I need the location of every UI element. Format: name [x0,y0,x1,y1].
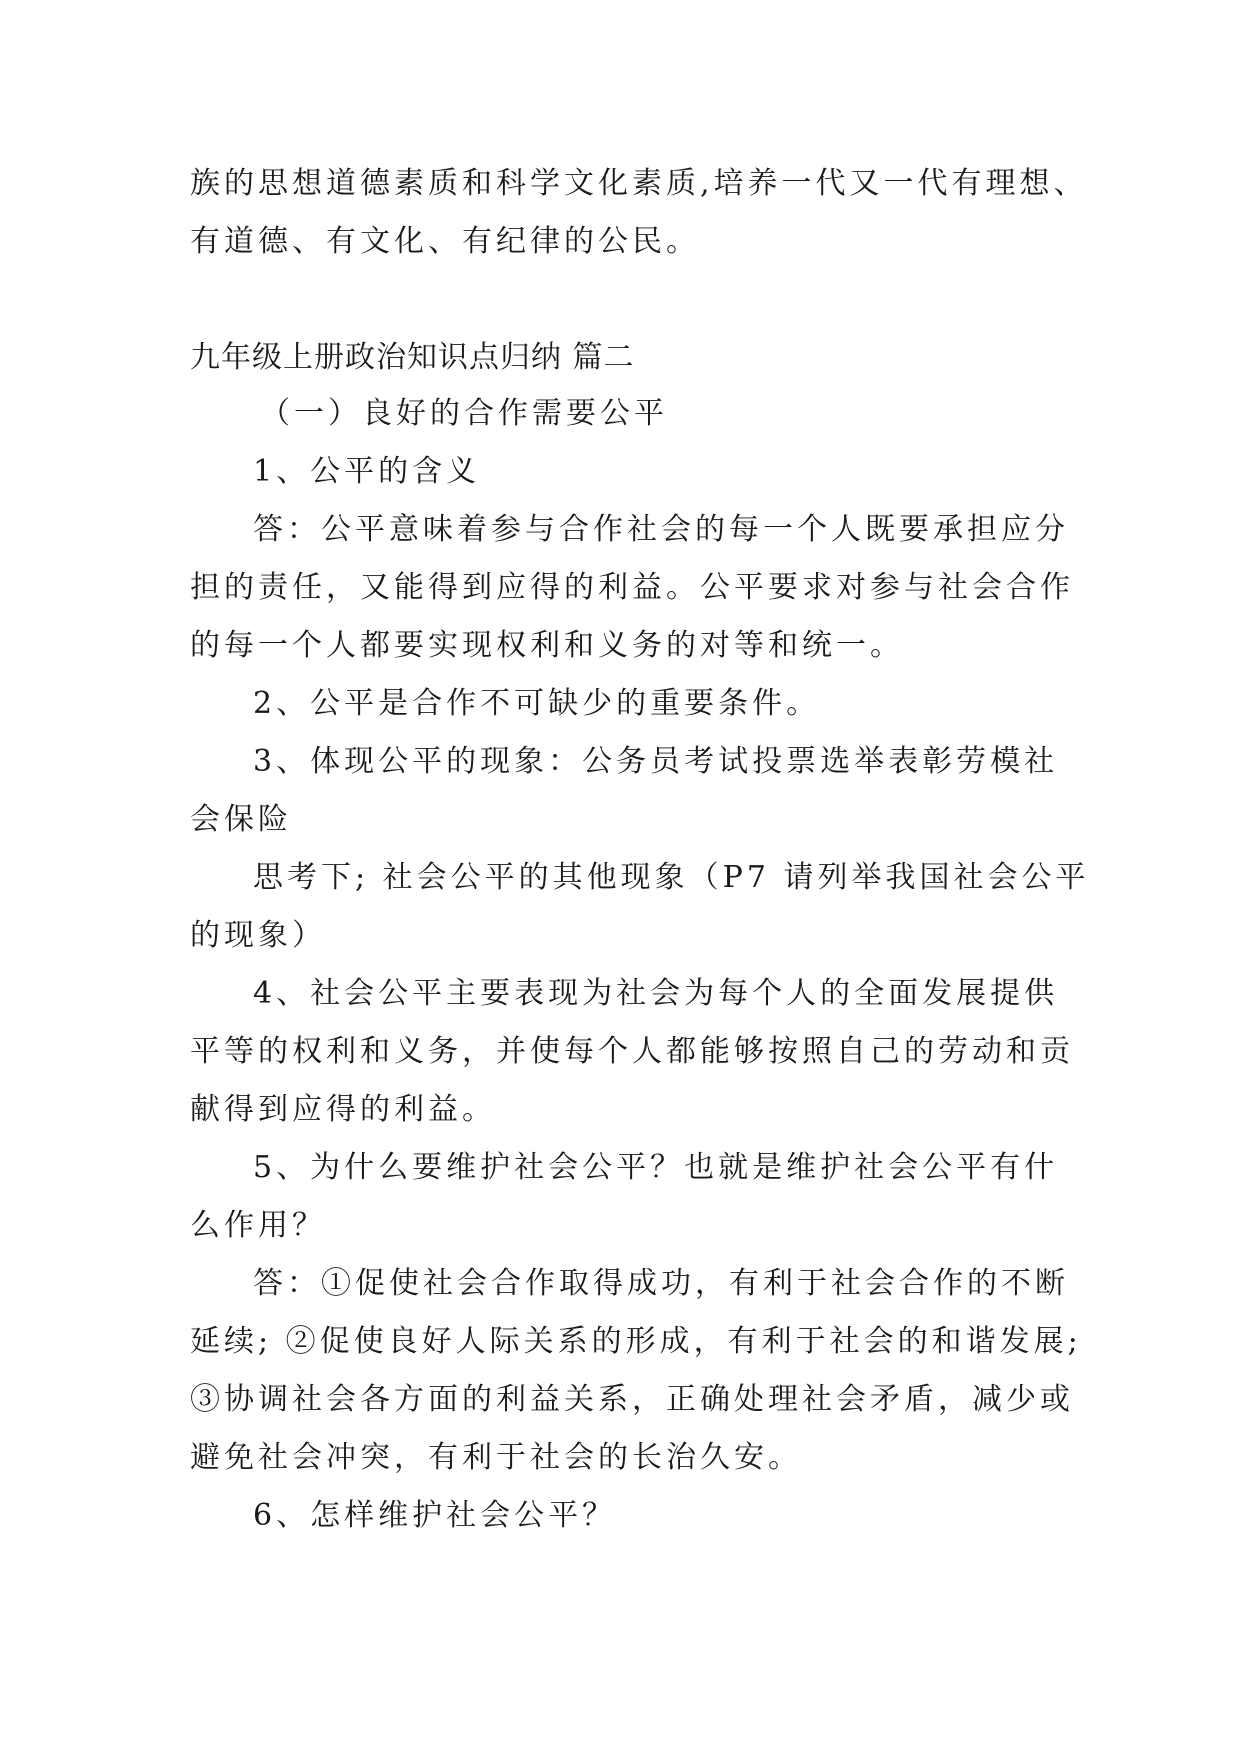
item-5-line-1: 5、为什么要维护社会公平？也就是维护社会公平有什 [253,1150,1059,1185]
think-line-2: 的现象） [190,918,326,953]
item-4-line-3: 献得到应得的利益。 [190,1092,496,1127]
answer-5-line-3: ③协调社会各方面的利益关系，正确处理社会矛盾，减少或 [190,1382,1074,1417]
item-4-line-2: 平等的权利和义务，并使每个人都能够按照自己的劳动和贡 [190,1034,1074,1069]
think-line-1: 思考下; 社会公平的其他现象（P7 请列举我国社会公平 [253,860,1090,895]
answer-1-line-2: 担的责任，又能得到应得的利益。公平要求对参与社会合作 [190,570,1074,605]
answer-5-line-4: 避免社会冲突，有利于社会的长治久安。 [190,1440,802,1475]
answer-1-line-3: 的每一个人都要实现权利和义务的对等和统一。 [190,628,904,663]
answer-5-line-1: 答：①促使社会合作取得成功，有利于社会合作的不断 [253,1266,1069,1301]
item-3-line-2: 会保险 [190,802,292,837]
item-3-line-1: 3、体现公平的现象：公务员考试投票选举表彰劳模社 [253,744,1059,779]
section-title: 九年级上册政治知识点归纳 篇二 [190,340,635,375]
item-6: 6、怎样维护社会公平？ [253,1498,617,1533]
item-1: 1、公平的含义 [253,454,481,489]
answer-1-line-1: 答：公平意味着参与合作社会的每一个人既要承担应分 [253,512,1069,547]
intro-line-1: 族的思想道德素质和科学文化素质,培养一代又一代有理想、 [190,166,1088,201]
intro-line-2: 有道德、有文化、有纪律的公民。 [190,224,700,259]
item-5-line-2: 么作用？ [190,1208,326,1243]
answer-5-line-2: 延续; ②促使良好人际关系的形成，有利于社会的和谐发展; [190,1324,1082,1359]
item-2: 2、公平是合作不可缺少的重要条件。 [253,686,821,721]
subheading: （一）良好的合作需要公平 [260,396,668,431]
item-4-line-1: 4、社会公平主要表现为社会为每个人的全面发展提供 [253,976,1059,1011]
